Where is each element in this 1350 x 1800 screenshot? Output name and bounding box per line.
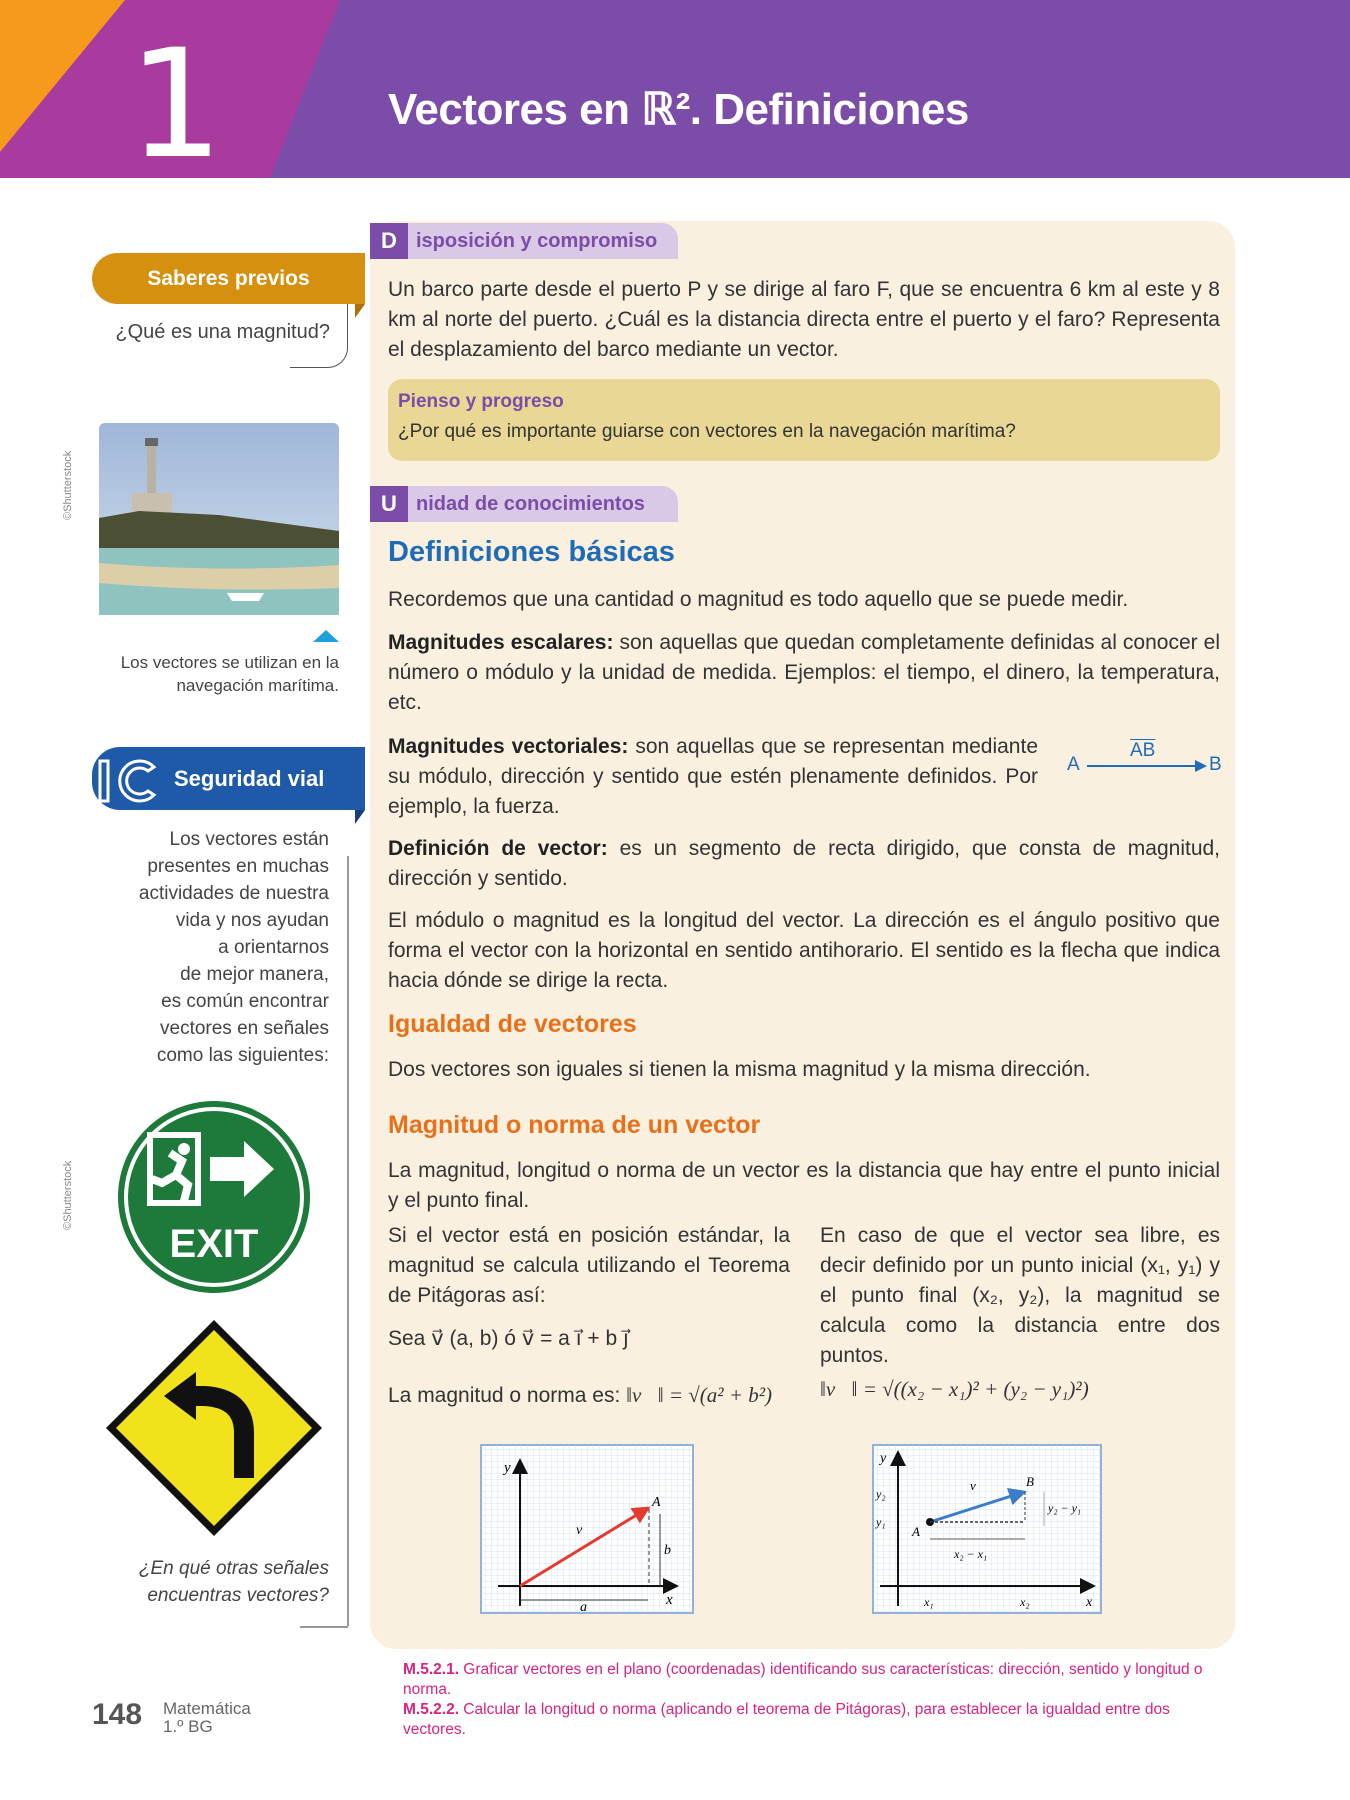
heading-magnitud: Magnitud o norma de un vector bbox=[388, 1111, 761, 1139]
footnote-code: M.5.2.2. bbox=[403, 1701, 459, 1718]
text-line: vida y nos ayudan bbox=[175, 910, 329, 931]
distance-formula: ‖v⃗‖ = √((x₂ − x₁)² + (y₂ − y₁)²) bbox=[820, 1377, 1089, 1401]
ic-logo-icon bbox=[96, 755, 160, 805]
footnote-text: Calcular la longitud o norma (aplicando el teorema de Pitágoras), para establecer la igualdad entre dos vectores. bbox=[403, 1701, 1170, 1738]
tab-label: nidad de conocimientos bbox=[416, 492, 645, 515]
left-column-text: Si el vector está en posición estándar, la magnitud se calcula utilizando el Teorema de Pitágoras así: bbox=[388, 1224, 790, 1307]
x1-label: x₁ bbox=[924, 1595, 934, 1609]
pill-fold bbox=[355, 810, 365, 824]
a-label: a bbox=[580, 1600, 587, 1614]
point-b: B bbox=[1209, 754, 1222, 775]
curve-left-road-sign bbox=[104, 1318, 324, 1538]
y2-label: y₂ bbox=[876, 1487, 886, 1501]
axis-label-x: x bbox=[1086, 1595, 1093, 1610]
axis-label-x: x bbox=[666, 1592, 673, 1608]
exit-text: EXIT bbox=[169, 1222, 259, 1266]
y1-label: y₁ bbox=[876, 1515, 886, 1529]
pill-fold bbox=[355, 304, 365, 318]
caption-triangle-icon bbox=[313, 630, 339, 642]
igualdad-text: Dos vectores son iguales si tienen la misma magnitud y la misma dirección. bbox=[388, 1058, 1091, 1081]
text-line: ¿En qué otras señales bbox=[138, 1558, 329, 1579]
term: Magnitudes escalares: bbox=[388, 631, 614, 654]
page-number: 148 bbox=[92, 1698, 143, 1731]
tab-label: isposición y compromiso bbox=[416, 229, 658, 252]
vector-label: $\overline{AB}$ bbox=[1130, 740, 1156, 761]
heading-definiciones: Definiciones básicas bbox=[388, 536, 675, 568]
saberes-previos-badge bbox=[92, 253, 365, 304]
arrow-head-icon bbox=[1195, 760, 1207, 772]
text-line: presentes en muchas bbox=[147, 856, 329, 877]
dx-label: x₂ − x₁ bbox=[954, 1547, 988, 1561]
term: Definición de vector: bbox=[388, 837, 608, 860]
modulo-paragraph: El módulo o magnitud es la longitud del vector. La dirección es el ángulo positivo que forma el vector con la horizontal en sentido antihorario. El sentido es la flecha que indica hacia dónde se dirige la recta. bbox=[388, 909, 1220, 992]
pienso-question: ¿Por qué es importante guiarse con vectores en la navegación marítima? bbox=[398, 421, 1016, 442]
magnitud-intro: La magnitud, longitud o norma de un vector es la distancia que hay entre el punto inicial y el punto final. bbox=[388, 1159, 1220, 1212]
b-label: b bbox=[664, 1543, 671, 1558]
text-line: es común encontrar bbox=[161, 991, 329, 1012]
ab-vector-diagram bbox=[1065, 740, 1225, 780]
tab-letter: D bbox=[370, 223, 408, 259]
tab-letter: U bbox=[370, 486, 408, 522]
norma-label: La magnitud o norma es: bbox=[388, 1384, 627, 1407]
point-a-label: A bbox=[912, 1524, 920, 1539]
graph-free-vector bbox=[872, 1444, 1102, 1614]
photo-caption bbox=[60, 651, 339, 697]
definition: son aquellas que se representan mediante su módulo, dirección y sentido que estén plenamente definidos. Por ejemplo, la fuerza. bbox=[388, 735, 1038, 818]
section-tab-disposicion bbox=[370, 223, 678, 259]
seguridad-label: Seguridad vial bbox=[174, 765, 325, 791]
text-line: a orientarnos bbox=[218, 937, 329, 958]
page-title: Vectores en ℝ². Definiciones bbox=[388, 85, 969, 134]
dy-label: y₂ − y₁ bbox=[1048, 1501, 1082, 1515]
footnote-1 bbox=[403, 1660, 1223, 1700]
footnote-2 bbox=[403, 1700, 1223, 1740]
text-line: actividades de nuestra bbox=[138, 883, 329, 904]
caption-line: navegación marítima. bbox=[176, 676, 339, 695]
vector-label: v⃗ bbox=[576, 1523, 594, 1538]
point-label: A bbox=[652, 1495, 661, 1510]
right-column-text: En caso de que el vector sea libre, es decir definido por un punto inicial (x₁, y₁) y el punto final (x₂, y₂), la magnitud se calcula como la distancia entre dos puntos. bbox=[820, 1224, 1220, 1367]
point-b-label: B bbox=[1026, 1474, 1034, 1489]
sign-credit: ©Shutterstock bbox=[62, 1160, 74, 1230]
grade: 1.º BG bbox=[163, 1717, 213, 1736]
heading-igualdad: Igualdad de vectores bbox=[388, 1010, 637, 1038]
section-tab-unidad bbox=[370, 486, 678, 522]
term: Magnitudes vectoriales: bbox=[388, 735, 629, 758]
chapter-header bbox=[0, 0, 1350, 178]
recordemos-text: Recordemos que una cantidad o magnitud es todo aquello que se puede medir. bbox=[388, 588, 1129, 611]
text-line: encuentras vectores? bbox=[147, 1585, 329, 1606]
closing-question bbox=[92, 1555, 329, 1609]
seguridad-text bbox=[92, 826, 329, 1069]
norma-line bbox=[388, 1380, 772, 1411]
axis-label-y: y bbox=[880, 1451, 887, 1466]
vectoriales-paragraph bbox=[388, 732, 1038, 822]
axis-label-y: y bbox=[504, 1460, 511, 1476]
text-line: vectores en señales bbox=[160, 1018, 329, 1039]
footnote-text: Graficar vectores en el plano (coordenadas) identificando sus características: dirección, sentido y longitud o norma. bbox=[403, 1661, 1203, 1698]
text-line: Los vectores están bbox=[169, 829, 329, 850]
def-vector-paragraph bbox=[388, 834, 1220, 894]
graph-standard-vector bbox=[480, 1444, 694, 1614]
saberes-question: ¿Qué es una magnitud? bbox=[115, 321, 330, 343]
footer-subject bbox=[163, 1700, 251, 1736]
saberes-label: Saberes previos bbox=[147, 266, 310, 290]
sidebar-divider-end bbox=[300, 1626, 348, 1628]
vector-line bbox=[1087, 765, 1197, 767]
norma-formula: ‖v⃗‖ = √(a² + b²) bbox=[626, 1383, 773, 1407]
x2-label: x₂ bbox=[1020, 1595, 1030, 1609]
exit-sign bbox=[112, 1095, 316, 1299]
problem-text: Un barco parte desde el puerto P y se dirige al faro F, que se encuentra 6 km al este y 8 km al norte del puerto. ¿Cuál es la distancia directa entre el puerto y el faro? Representa el desplazamiento del barco mediante un vector. bbox=[388, 278, 1220, 361]
definition: son aquellas que quedan completamente definidas al conocer el número o módulo y la unidad de medida. Ejemplos: el tiempo, el dinero, la temperatura, etc. bbox=[388, 631, 1220, 714]
subject: Matemática bbox=[163, 1699, 251, 1718]
point-a: A bbox=[1067, 754, 1080, 775]
sidebar-divider bbox=[347, 856, 349, 1626]
caption-line: Los vectores se utilizan en la bbox=[120, 653, 339, 672]
text-line: como las siguientes: bbox=[156, 1045, 329, 1066]
text-line: de mejor manera, bbox=[180, 964, 329, 985]
photo-credit: ©Shutterstock bbox=[62, 450, 74, 520]
sea-formula: Sea v⃗ (a, b) ó v⃗ = a i⃗ + b j⃗ bbox=[388, 1327, 629, 1350]
pienso-title: Pienso y progreso bbox=[398, 391, 564, 412]
escalares-paragraph bbox=[388, 628, 1220, 718]
lighthouse-photo bbox=[99, 423, 339, 615]
chapter-number: 1 bbox=[128, 18, 224, 178]
pienso-progreso-box bbox=[388, 379, 1220, 461]
saberes-bracket bbox=[290, 304, 348, 368]
vector-label: v⃗ bbox=[970, 1478, 986, 1493]
footnote-code: M.5.2.1. bbox=[403, 1661, 459, 1678]
definition: es un segmento de recta dirigido, que consta de magnitud, dirección y sentido. bbox=[388, 837, 1221, 890]
